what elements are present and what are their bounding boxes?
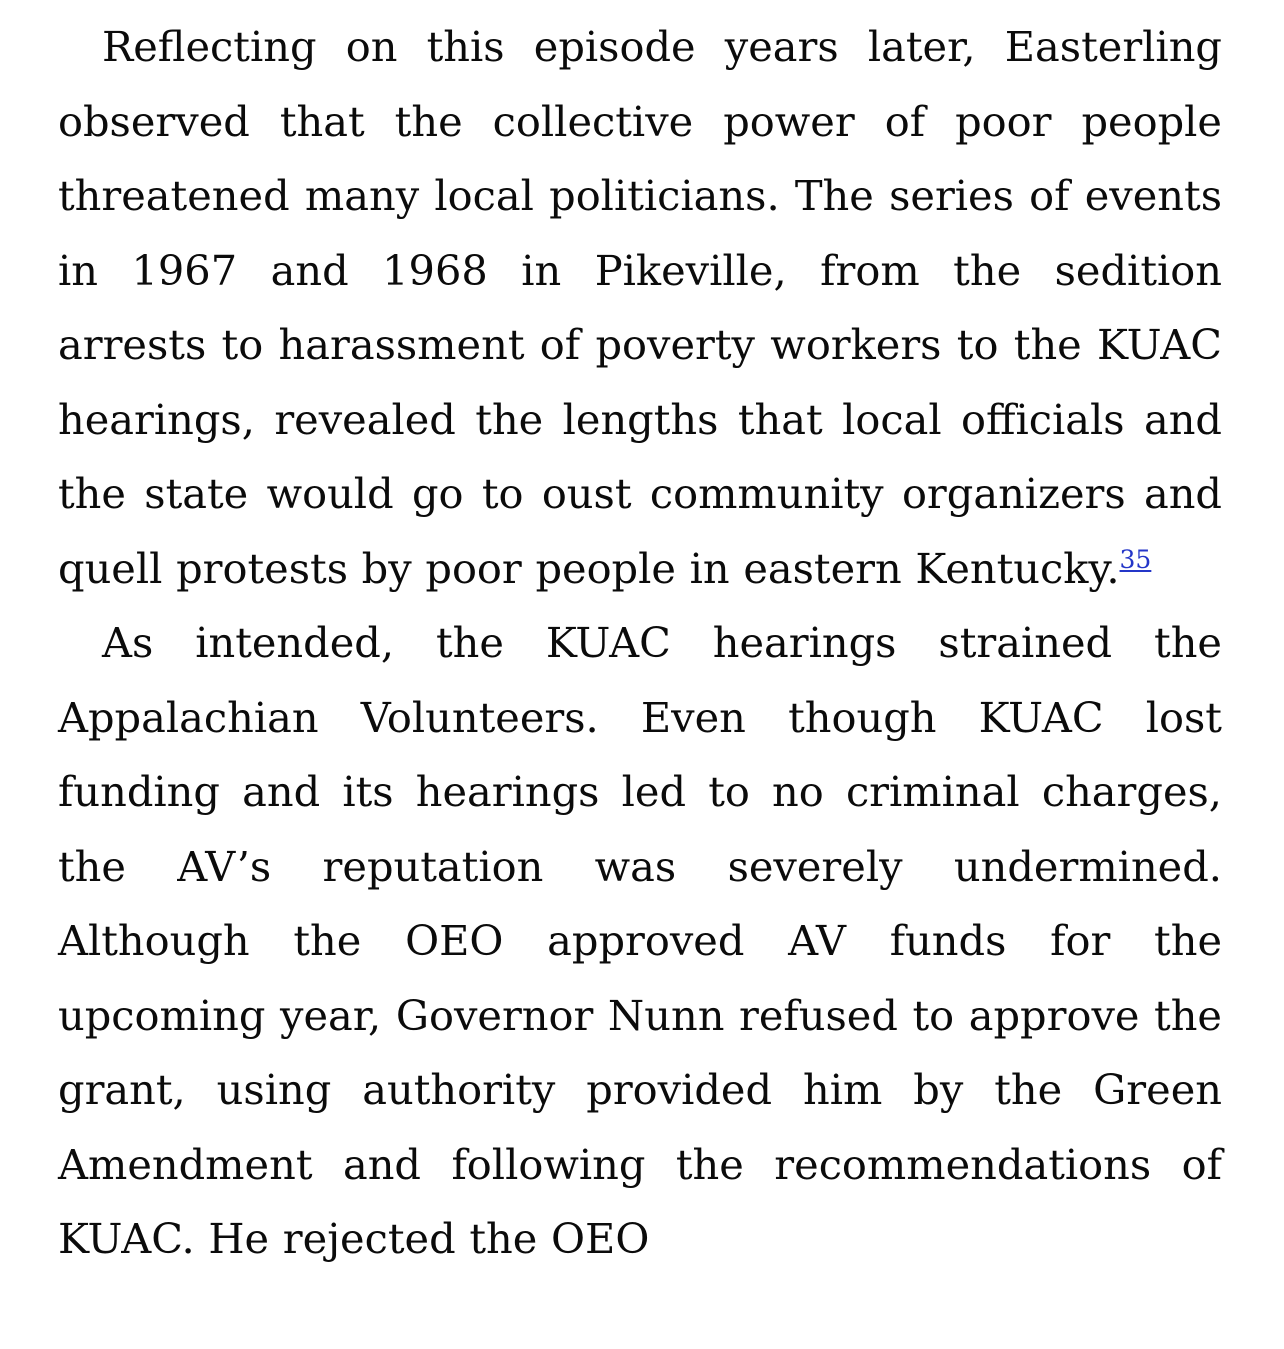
paragraph-text: As intended, the KUAC hearings strained the Appalachian Volunteers. Even though KUAC lost funding and its hearings led to no criminal charges, the AV’s reputation was severely undermined. Although the OEO approved AV funds for the upcoming year, Governor Nunn refused to approve the grant, using authority provided him by the Green Amendment and following the recommendations of KUAC. He rejected the OEO <box>58 618 1222 1263</box>
body-paragraph <box>58 606 1222 1277</box>
paragraph-text: Reflecting on this episode years later, Easterling observed that the collective power of poor people threatened many local politicians. The series of events in 1967 and 1968 in Pikeville, from the sedition arrests to harassment of poverty workers to the KUAC hearings, revealed the lengths that local officials and the state would go to oust community organizers and quell protests by poor people in eastern Kentucky. <box>58 22 1222 593</box>
body-paragraph <box>58 10 1222 606</box>
footnote-reference-link[interactable]: 35 <box>1119 544 1152 574</box>
